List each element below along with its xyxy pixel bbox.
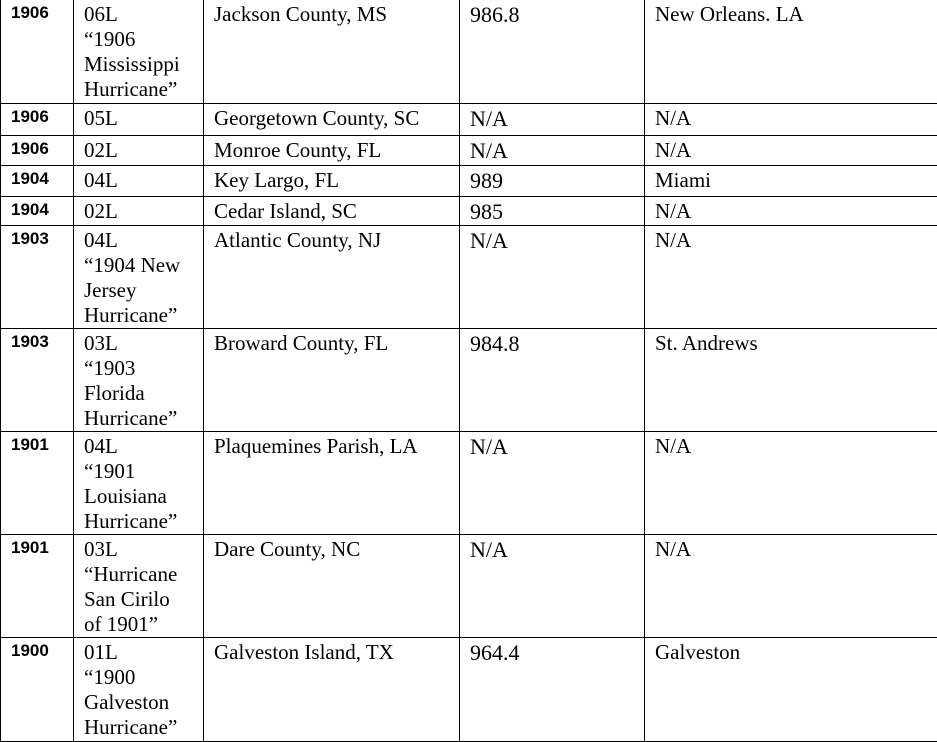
landfall-location-cell: Atlantic County, NJ (204, 226, 460, 329)
landfall-location-cell: Galveston Island, TX (204, 638, 460, 742)
station-cell: N/A (645, 432, 937, 535)
storm-cell (74, 638, 204, 742)
station-cell: Miami (645, 166, 937, 197)
table-row (1, 638, 937, 742)
year-cell: 1904 (1, 166, 74, 197)
station-cell: N/A (645, 136, 937, 166)
storm-line: San Cirilo (84, 587, 193, 612)
year-cell: 1900 (1, 638, 74, 742)
year-cell: 1906 (1, 0, 74, 104)
table-body (1, 0, 937, 742)
station-cell: Galveston (645, 638, 937, 742)
storm-line: “1903 (84, 356, 193, 381)
storm-line: “1901 (84, 459, 193, 484)
landfall-location-cell: Georgetown County, SC (204, 104, 460, 136)
table-row (1, 104, 937, 136)
storm-line: 06L (84, 2, 193, 27)
storm-line: Galveston (84, 690, 193, 715)
storm-cell (74, 0, 204, 104)
storm-cell (74, 104, 204, 136)
year-cell: 1906 (1, 104, 74, 136)
year-cell: 1904 (1, 197, 74, 226)
storm-line: 04L (84, 168, 193, 193)
landfall-location-cell: Jackson County, MS (204, 0, 460, 104)
storm-line: Hurricane” (84, 77, 193, 102)
storm-cell (74, 432, 204, 535)
table-row (1, 432, 937, 535)
landfall-location-cell: Plaquemines Parish, LA (204, 432, 460, 535)
landfall-location-cell: Monroe County, FL (204, 136, 460, 166)
table-row (1, 329, 937, 432)
pressure-cell: N/A (460, 104, 645, 136)
pressure-cell: N/A (460, 535, 645, 638)
pressure-cell: 964.4 (460, 638, 645, 742)
storm-cell (74, 226, 204, 329)
year-cell: 1901 (1, 535, 74, 638)
pressure-cell: N/A (460, 432, 645, 535)
storm-line: 02L (84, 199, 193, 224)
table-row (1, 226, 937, 329)
landfall-location-cell: Key Largo, FL (204, 166, 460, 197)
storm-line: 01L (84, 640, 193, 665)
storm-line: Hurricane” (84, 303, 193, 328)
storm-line: of 1901” (84, 612, 193, 637)
storm-line: “1906 (84, 27, 193, 52)
station-cell: N/A (645, 535, 937, 638)
pressure-cell: N/A (460, 136, 645, 166)
storm-cell (74, 535, 204, 638)
pressure-cell: 985 (460, 197, 645, 226)
storm-cell (74, 136, 204, 166)
storm-line: “1904 New (84, 253, 193, 278)
year-cell: 1901 (1, 432, 74, 535)
table-row (1, 535, 937, 638)
storm-line: Hurricane” (84, 509, 193, 534)
year-cell: 1903 (1, 329, 74, 432)
storm-cell (74, 329, 204, 432)
pressure-cell: 986.8 (460, 0, 645, 104)
storm-line: 02L (84, 138, 193, 163)
table-row (1, 0, 937, 104)
landfall-location-cell: Cedar Island, SC (204, 197, 460, 226)
station-cell: N/A (645, 226, 937, 329)
table-row (1, 166, 937, 197)
station-cell: N/A (645, 197, 937, 226)
storm-line: 04L (84, 228, 193, 253)
storm-line: Louisiana (84, 484, 193, 509)
landfall-location-cell: Broward County, FL (204, 329, 460, 432)
station-cell: New Orleans. LA (645, 0, 937, 104)
storm-line: Hurricane” (84, 715, 193, 740)
storm-line: Mississippi (84, 52, 193, 77)
pressure-cell: 989 (460, 166, 645, 197)
storm-line: Jersey (84, 278, 193, 303)
storm-line: 04L (84, 434, 193, 459)
storm-line: 03L (84, 537, 193, 562)
storm-line: “1900 (84, 665, 193, 690)
storm-line: “Hurricane (84, 562, 193, 587)
year-cell: 1906 (1, 136, 74, 166)
storm-cell (74, 166, 204, 197)
storm-line: 05L (84, 106, 193, 131)
storm-line: Florida (84, 381, 193, 406)
storm-cell (74, 197, 204, 226)
station-cell: N/A (645, 104, 937, 136)
pressure-cell: N/A (460, 226, 645, 329)
table-row (1, 197, 937, 226)
storm-line: Hurricane” (84, 406, 193, 431)
year-cell: 1903 (1, 226, 74, 329)
storm-line: 03L (84, 331, 193, 356)
landfall-location-cell: Dare County, NC (204, 535, 460, 638)
station-cell: St. Andrews (645, 329, 937, 432)
table-row (1, 136, 937, 166)
pressure-cell: 984.8 (460, 329, 645, 432)
